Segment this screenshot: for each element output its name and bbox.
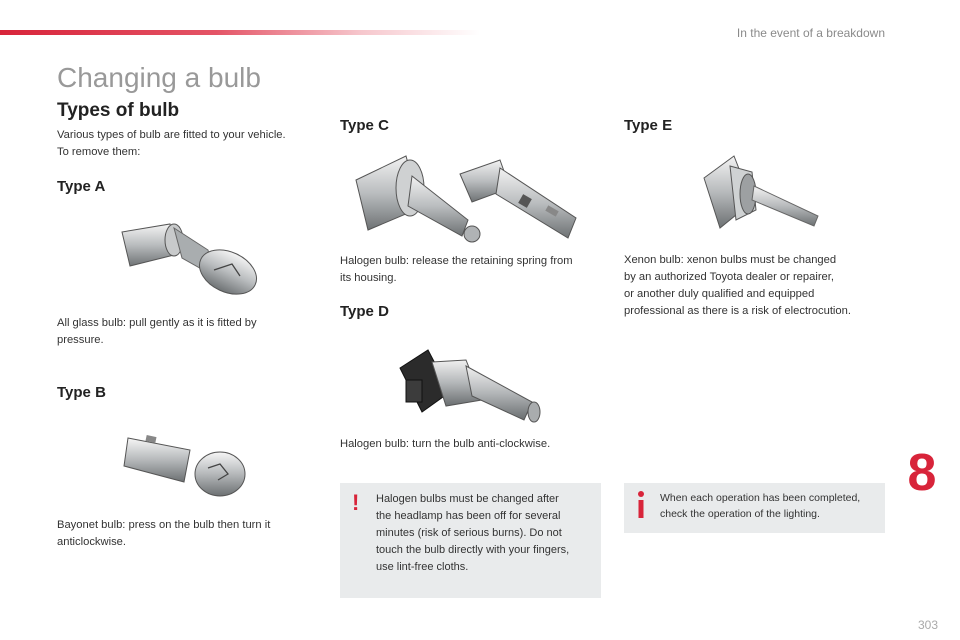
header-accent-bar — [0, 30, 480, 35]
section-label: In the event of a breakdown — [736, 26, 885, 40]
types-heading: Types of bulb — [57, 100, 180, 121]
type-d-description: Halogen bulb: turn the bulb anti-clockwise. — [340, 438, 551, 450]
type-c-description: Halogen bulb: release the retaining spring from its housing. — [340, 255, 573, 284]
warning-text: Halogen bulbs must be changed after the headlamp has been off for several minutes (risk of serious burns). Do not touch the bulb directly with your fingers, use lint-free cloths. — [376, 493, 570, 573]
page-title: Changing a bulb — [57, 62, 261, 93]
type-c-heading: Type C — [340, 117, 389, 134]
chapter-number: 8 — [907, 444, 937, 502]
info-box — [624, 483, 885, 533]
info-icon — [634, 490, 648, 520]
types-intro: Various types of bulb are fitted to your vehicle. To remove them: — [57, 129, 286, 158]
page-number: 303 — [917, 618, 938, 632]
info-text: When each operation has been completed, check the operation of the lighting. — [660, 492, 861, 520]
type-b-description: Bayonet bulb: press on the bulb then turn it anticlockwise. — [57, 519, 271, 548]
type-a-heading: Type A — [57, 178, 106, 195]
type-e-heading: Type E — [624, 117, 673, 134]
type-a-description: All glass bulb: pull gently as it is fitted by pressure. — [57, 317, 257, 346]
type-c-bulb-image — [350, 148, 590, 246]
type-d-heading: Type D — [340, 303, 389, 320]
type-a-bulb-image — [112, 210, 262, 298]
warning-box — [340, 483, 601, 598]
type-b-bulb-image — [120, 424, 248, 512]
type-e-description: Xenon bulb: xenon bulbs must be changed by an authorized Toyota dealer or repairer, or another duly qualified and equipped professional as there is a risk of electrocution. — [624, 254, 851, 317]
type-d-bulb-image — [392, 340, 548, 428]
warning-icon: ! — [352, 490, 360, 515]
type-b-heading: Type B — [57, 384, 106, 401]
type-e-bulb-image — [700, 152, 824, 234]
